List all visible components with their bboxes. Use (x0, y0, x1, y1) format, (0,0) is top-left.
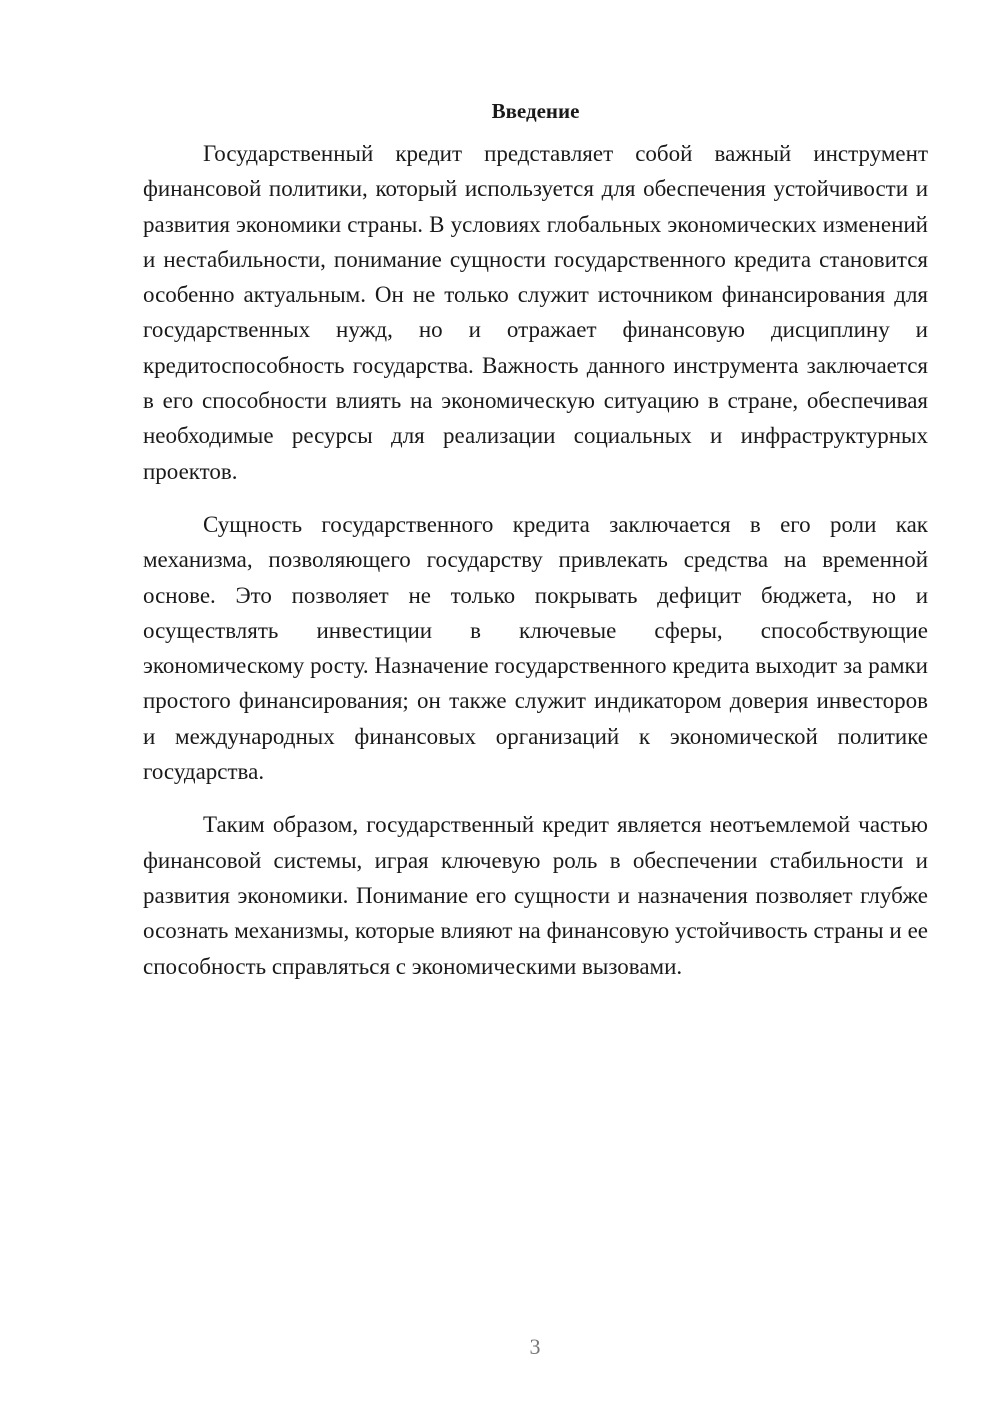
paragraph-2: Сущность государственного кредита заключается в его роли как механизма, позволяющего государству привлекать средства на временной основе. Это позволяет не только покрывать дефицит бюджета, но и осуществлять инвестиции в ключевые сферы, способствующие экономическому росту. Назначение государственного кредита выходит за рамки простого финансирования; он также служит индикатором доверия инвесторов и международных финансовых организаций к экономической политике государства. (143, 511, 928, 785)
paragraph-3: Таким образом, государственный кредит является неотъемлемой частью финансовой системы, играя ключевую роль в обеспечении стабильности и развития экономики. Понимание его сущности и назначения позволяет глубже осознать механизмы, которые влияют на финансовую устойчивость страны и ее способность справляться с экономическими вызовами. (143, 812, 928, 979)
paragraph-1: Государственный кредит представляет собой важный инструмент финансовой политики, который используется для обеспечения устойчивости и развития экономики страны. В условиях глобальных экономических изменений и нестабильности, понимание сущности государственного кредита становится особенно актуальным. Он не только служит источником финансирования для государственных нужд, но и отражает финансовую дисциплину и кредитоспособность государства. Важность данного инструмента заключается в его способности влиять на экономическую ситуацию в стране, обеспечивая необходимые ресурсы для реализации социальных и инфраструктурных проектов. (143, 141, 928, 484)
page-number: 3 (529, 1334, 541, 1359)
page-content (143, 94, 928, 1002)
section-title: Введение (491, 99, 580, 123)
